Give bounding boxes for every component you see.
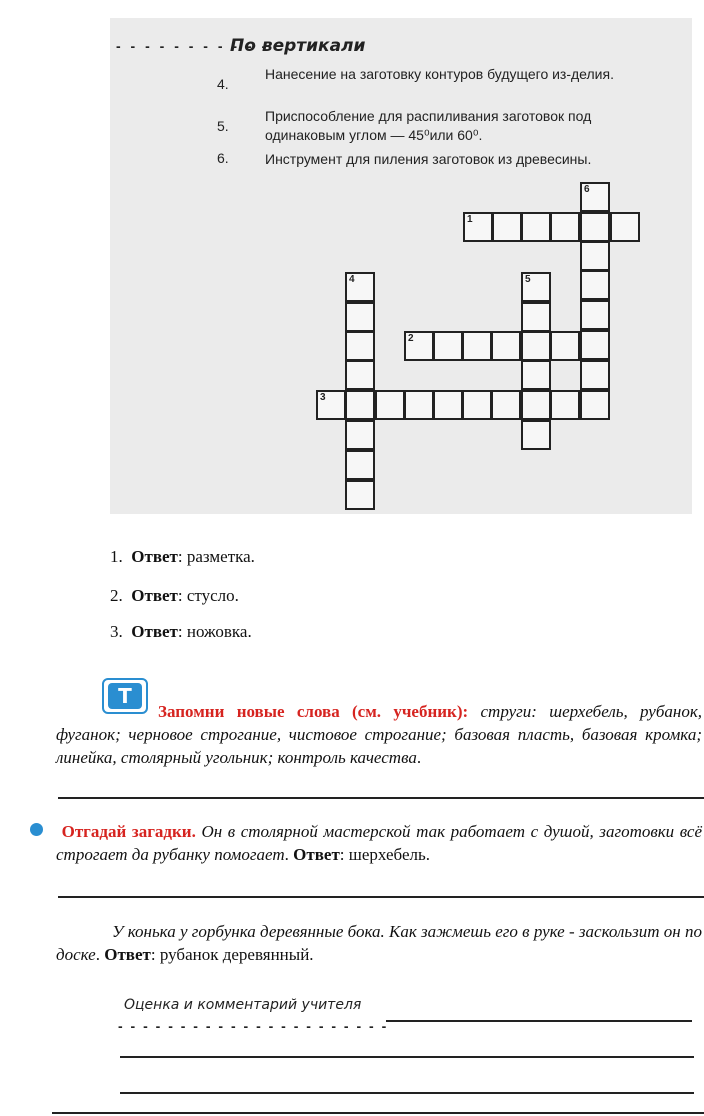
divider [58, 896, 704, 898]
grid-cell[interactable] [521, 360, 551, 390]
grid-cell[interactable] [345, 480, 375, 510]
grid-cell[interactable] [521, 420, 551, 450]
riddle-paragraph [56, 920, 702, 966]
grid-cell[interactable] [375, 390, 405, 420]
answer-label: Ответ [131, 622, 178, 641]
grid-cell[interactable] [345, 272, 375, 302]
grid-cell[interactable] [404, 331, 434, 361]
remember-end: . [416, 748, 422, 767]
answer-label: Ответ [104, 945, 151, 964]
grid-cell[interactable] [580, 182, 610, 212]
grid-cell[interactable] [345, 302, 375, 332]
answer-label: Ответ [131, 586, 178, 605]
cell-number: 3 [320, 392, 326, 403]
riddle-1: Он в столярной мастерской так работает с душой, заготовки всё строгает да рубанку помогает [56, 822, 703, 864]
grid-cell[interactable] [345, 450, 375, 480]
heading-dashes: - - - - - - - - - - - [116, 38, 270, 54]
grid-cell[interactable] [316, 390, 346, 420]
remember-paragraph [56, 700, 702, 769]
remember-title: Запомни новые слова (см. учебник): [158, 702, 469, 721]
cell-number: 5 [525, 274, 531, 285]
grid-cell[interactable] [463, 212, 493, 242]
answer-line [110, 547, 255, 567]
grid-cell[interactable] [491, 331, 521, 361]
answer-text: : стусло. [177, 586, 239, 605]
grid-cell[interactable] [550, 212, 580, 242]
remember-words: струги: шерхебель, рубанок, фуганок; черновое строгание, чистовое строгание; базовая пласть, базовая кромка; линейка, столярный угольник; контроль качества [56, 702, 703, 767]
answer-number: 2. [110, 586, 123, 605]
grid-cell[interactable] [345, 331, 375, 361]
grid-cell[interactable] [462, 331, 492, 361]
teacher-dashes: - - - - - - - - - - - - - - - - - - - - - - [118, 1018, 389, 1034]
comment-line[interactable] [120, 1056, 694, 1058]
answer-label: Ответ [131, 547, 178, 566]
riddle-2-answer: : рубанок деревянный. [150, 945, 314, 964]
answer-label: Ответ [293, 845, 340, 864]
grid-cell[interactable] [580, 330, 610, 360]
divider [52, 1112, 704, 1114]
grid-cell[interactable] [492, 212, 522, 242]
clue-text: Приспособление для распиливания заготовок под одинаковым углом — 45⁰или 60⁰. [265, 108, 592, 143]
grid-cell[interactable] [521, 331, 551, 361]
grid-cell[interactable] [345, 420, 375, 450]
grid-cell[interactable] [521, 272, 551, 302]
riddle-1-dot: . [284, 845, 289, 864]
grid-cell[interactable] [491, 390, 521, 420]
textbook-badge-letter: T [108, 683, 142, 709]
grid-cell[interactable] [580, 390, 610, 420]
teacher-comment-label: Оценка и комментарий учителя [124, 997, 362, 1013]
grid-cell[interactable] [345, 390, 375, 420]
cell-number: 2 [408, 333, 414, 344]
cell-number: 4 [349, 274, 355, 285]
grid-cell[interactable] [521, 390, 551, 420]
grid-cell[interactable] [404, 390, 434, 420]
comment-line[interactable] [386, 1020, 692, 1022]
comment-line[interactable] [120, 1092, 694, 1094]
grid-cell[interactable] [550, 390, 580, 420]
riddle-paragraph [56, 820, 702, 866]
crossword-heading: По вертикали [230, 36, 366, 56]
grid-cell[interactable] [462, 390, 492, 420]
grid-cell[interactable] [580, 360, 610, 390]
answer-number: 3. [110, 622, 123, 641]
answer-line [110, 586, 239, 606]
grid-cell[interactable] [580, 300, 610, 330]
answer-text: : разметка. [177, 547, 255, 566]
grid-cell[interactable] [521, 302, 551, 332]
riddle-2: У конька у горбунка деревянные бока. Как зажмешь его в руке - заскользит он по доске [56, 922, 702, 964]
grid-cell[interactable] [610, 212, 640, 242]
grid-cell[interactable] [345, 360, 375, 390]
bullet-icon [30, 823, 43, 836]
grid-cell[interactable] [580, 270, 610, 300]
riddle-2-dot: . [95, 945, 100, 964]
grid-cell[interactable] [580, 212, 610, 242]
grid-cell[interactable] [521, 212, 551, 242]
answer-text: : ножовка. [177, 622, 252, 641]
grid-cell[interactable] [433, 390, 463, 420]
clue-number: 4. [217, 76, 229, 92]
grid-cell[interactable] [550, 331, 580, 361]
cell-number: 1 [467, 214, 473, 225]
divider [58, 797, 704, 799]
clue-number: 6. [217, 150, 229, 166]
riddles-title: Отгадай загадки. [61, 822, 196, 841]
answer-line [110, 622, 252, 642]
cell-number: 6 [584, 184, 590, 195]
clue-text: Инструмент для пиления заготовок из древесины. [265, 151, 592, 167]
riddle-1-answer: : шерхебель. [339, 845, 430, 864]
answer-number: 1. [110, 547, 123, 566]
clue-text: Нанесение на заготовку контуров будущего из-делия. [265, 66, 614, 82]
grid-cell[interactable] [433, 331, 463, 361]
grid-cell[interactable] [580, 241, 610, 271]
clue-number: 5. [217, 118, 229, 134]
